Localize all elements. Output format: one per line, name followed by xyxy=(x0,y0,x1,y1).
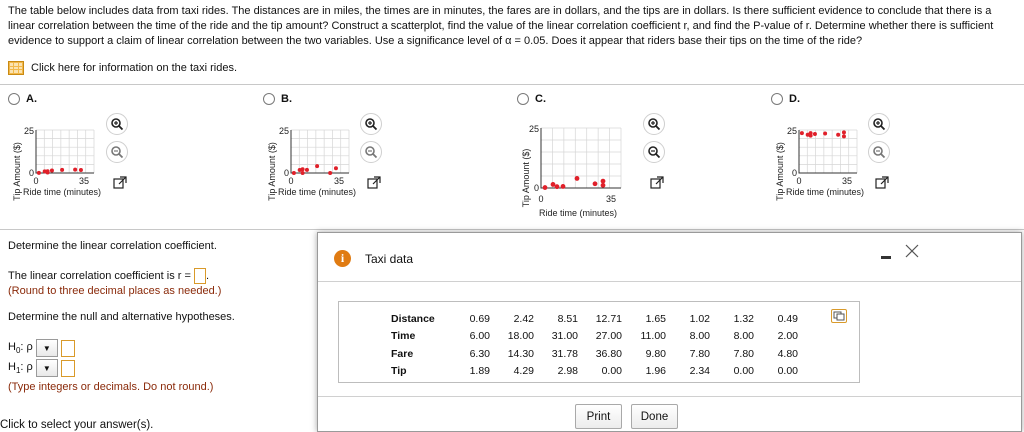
data-point xyxy=(575,176,580,181)
data-point xyxy=(292,171,296,175)
table-cell: 8.00 xyxy=(689,330,710,343)
table-row xyxy=(391,345,798,363)
zoom-in-icon[interactable] xyxy=(643,113,665,135)
zoom-out-icon[interactable] xyxy=(360,141,382,163)
data-point xyxy=(50,168,54,172)
table-cell: 18.00 xyxy=(507,330,534,343)
data-point xyxy=(555,184,560,189)
taxi-data-dialog xyxy=(317,232,1022,432)
row-label: Fare xyxy=(391,347,414,360)
table-cell: 6.00 xyxy=(469,330,490,343)
table-row xyxy=(391,363,798,381)
scatterplot-b xyxy=(263,118,363,202)
h1-row xyxy=(8,359,75,377)
done-button[interactable]: Done xyxy=(631,404,678,429)
r-answer-input[interactable] xyxy=(194,268,206,284)
x-tick-label: 0 xyxy=(796,176,802,186)
dialog-divider-top xyxy=(318,281,1021,282)
info-icon: i xyxy=(334,250,351,267)
option-a-radio[interactable] xyxy=(8,93,20,105)
table-cell: 8.00 xyxy=(733,330,754,343)
table-cell: 11.00 xyxy=(640,330,666,343)
table-cell: 1.89 xyxy=(469,365,490,378)
x-axis-label: Ride time (minutes) xyxy=(22,187,102,197)
x-tick-label: 35 xyxy=(333,176,345,186)
table-cell: 12.71 xyxy=(595,312,622,325)
scatterplot-svg xyxy=(771,118,871,202)
data-point xyxy=(561,184,566,189)
data-point xyxy=(543,185,548,190)
table-cell: 14.30 xyxy=(507,347,534,360)
scatterplot-d xyxy=(771,118,871,202)
x-axis-label: Ride time (minutes) xyxy=(277,187,357,197)
dialog-divider-bottom xyxy=(318,396,1021,397)
row-label: Distance xyxy=(391,312,435,325)
data-point xyxy=(823,132,827,136)
popout-icon[interactable] xyxy=(367,176,381,190)
x-tick-label: 35 xyxy=(78,176,90,186)
chevron-down-icon: ▼ xyxy=(42,343,51,353)
taxi-table xyxy=(391,310,798,380)
table-cell: 2.42 xyxy=(513,312,534,325)
table-cell: 4.80 xyxy=(777,347,798,360)
option-a-label: A. xyxy=(26,93,37,105)
option-a[interactable] xyxy=(8,93,37,105)
table-cell: 0.49 xyxy=(777,312,798,325)
h0-operator-select[interactable] xyxy=(36,339,58,357)
table-row xyxy=(391,310,798,328)
table-cell: 0.00 xyxy=(777,365,798,378)
h1-value-input[interactable] xyxy=(61,360,75,377)
scatterplot-svg xyxy=(263,118,363,202)
axis-line xyxy=(36,130,94,173)
data-point xyxy=(301,171,305,175)
table-cell: 9.80 xyxy=(645,347,666,360)
table-cell: 1.96 xyxy=(645,365,666,378)
option-b-radio[interactable] xyxy=(263,93,275,105)
table-cell: 31.00 xyxy=(551,330,578,343)
y-axis-label: Tip Amount ($) xyxy=(775,142,785,201)
x-tick-label: 35 xyxy=(605,194,617,204)
data-point xyxy=(60,168,64,172)
row-label: Tip xyxy=(391,365,407,378)
data-point xyxy=(836,133,840,137)
zoom-out-icon[interactable] xyxy=(643,141,665,163)
axis-line xyxy=(291,130,349,173)
popout-icon[interactable] xyxy=(113,176,127,190)
zoom-in-icon[interactable] xyxy=(868,113,890,135)
option-d-label: D. xyxy=(789,93,800,105)
taxi-info-link-text[interactable]: Click here for information on the taxi rides. xyxy=(31,62,238,74)
table-cell: 1.02 xyxy=(689,312,710,325)
data-point xyxy=(593,181,598,186)
y-axis-label: Tip Amount ($) xyxy=(267,142,277,201)
data-point xyxy=(328,171,332,175)
copy-table-icon[interactable] xyxy=(831,309,847,323)
table-cell: 36.80 xyxy=(595,347,622,360)
corr-line: The linear correlation coefficient is r = . xyxy=(8,268,209,284)
data-point xyxy=(809,134,813,138)
minimize-icon[interactable] xyxy=(881,256,891,259)
option-b[interactable] xyxy=(263,93,292,105)
corr-line-text: The linear correlation coefficient is r = xyxy=(8,269,191,282)
divider-top xyxy=(0,84,1024,85)
y-tick-label: 25 xyxy=(23,126,34,136)
question-text: The table below includes data from taxi rides. The distances are in miles, the times are in minutes, the fares are in dollars, and the tips are in dollars. Is there sufficient evidence to conclude that there is a linear correlation between the time of the ride and the tip amount? Construct a scatterplot, find the value of the linear correlation coefficient r, and find the P-value of r. Determine whether there is sufficient evidence to support a claim of linear correlation between the two variables. Use a significance level of α = 0.05. Does it appear that riders base their tips on the time of the ride? xyxy=(8,5,994,47)
data-point xyxy=(800,131,804,135)
x-axis-label: Ride time (minutes) xyxy=(785,187,865,197)
scatterplot-c xyxy=(517,118,642,222)
table-cell: 7.80 xyxy=(689,347,710,360)
scatterplot-svg xyxy=(8,118,108,202)
close-icon[interactable] xyxy=(904,243,920,259)
x-tick-label: 35 xyxy=(841,176,853,186)
table-cell: 0.00 xyxy=(601,365,622,378)
table-row xyxy=(391,328,798,346)
table-grid-icon xyxy=(8,61,24,75)
option-d[interactable] xyxy=(771,93,800,105)
data-point xyxy=(813,132,817,136)
data-point xyxy=(842,134,846,138)
data-point xyxy=(79,168,83,172)
h0-label: $H_0$: ρ xyxy=(8,340,33,356)
scatterplot-svg xyxy=(517,118,642,222)
zoom-in-icon[interactable] xyxy=(360,113,382,135)
x-tick-label: 0 xyxy=(288,176,294,186)
taxi-table-frame xyxy=(338,301,860,383)
y-tick-label: 0 xyxy=(28,168,34,178)
option-c-radio[interactable] xyxy=(517,93,529,105)
data-point xyxy=(315,164,319,168)
table-cell: 2.98 xyxy=(557,365,578,378)
data-point xyxy=(842,130,846,134)
h0-value-input[interactable] xyxy=(61,340,75,357)
table-cell: 0.00 xyxy=(733,365,754,378)
table-cell: 0.69 xyxy=(469,312,490,325)
x-tick-label: 0 xyxy=(33,176,39,186)
divider-mid xyxy=(0,229,1024,230)
table-cell: 6.30 xyxy=(469,347,490,360)
h1-operator-select[interactable] xyxy=(36,359,58,377)
data-point xyxy=(334,166,338,170)
zoom-out-icon[interactable] xyxy=(868,141,890,163)
data-point xyxy=(46,171,50,175)
option-c-label: C. xyxy=(535,93,546,105)
y-tick-label: 25 xyxy=(278,126,289,136)
option-d-radio[interactable] xyxy=(771,93,783,105)
y-tick-label: 0 xyxy=(791,168,797,178)
data-point xyxy=(73,168,77,172)
x-axis-label: Ride time (minutes) xyxy=(538,208,618,218)
hyp-note: (Type integers or decimals. Do not round.) xyxy=(8,381,214,393)
dialog-title: Taxi data xyxy=(365,252,414,266)
corr-prompt: Determine the linear correlation coefficient. xyxy=(8,240,217,252)
y-axis-label: Tip Amount ($) xyxy=(521,148,531,208)
corr-round-note: (Round to three decimal places as needed.) xyxy=(8,285,222,297)
data-point xyxy=(601,183,606,188)
option-c[interactable] xyxy=(517,93,546,105)
table-cell: 1.65 xyxy=(645,312,666,325)
popout-icon[interactable] xyxy=(650,176,664,190)
table-cell: 4.29 xyxy=(513,365,534,378)
data-point xyxy=(37,171,41,175)
table-cell: 8.51 xyxy=(557,312,578,325)
table-cell: 2.34 xyxy=(689,365,710,378)
h1-label: $H_1$: ρ xyxy=(8,360,33,376)
scatterplot-a xyxy=(8,118,108,202)
data-point xyxy=(601,179,606,184)
print-button[interactable]: Print xyxy=(575,404,622,429)
table-cell: 1.32 xyxy=(733,312,754,325)
zoom-in-icon[interactable] xyxy=(106,113,128,135)
x-tick-label: 0 xyxy=(538,194,544,204)
data-point xyxy=(301,167,305,171)
chevron-down-icon: ▼ xyxy=(42,363,51,373)
row-label: Time xyxy=(391,330,416,343)
y-tick-label: 0 xyxy=(533,183,539,193)
y-tick-label: 25 xyxy=(528,124,539,134)
table-cell: 31.78 xyxy=(551,347,578,360)
table-cell: 27.00 xyxy=(595,330,622,343)
axis-line xyxy=(541,128,621,188)
data-point xyxy=(305,168,309,172)
y-axis-label: Tip Amount ($) xyxy=(12,142,22,201)
table-cell: 2.00 xyxy=(777,330,798,343)
h0-row xyxy=(8,339,75,357)
option-b-label: B. xyxy=(281,93,292,105)
table-cell: 7.80 xyxy=(733,347,754,360)
y-tick-label: 25 xyxy=(786,126,797,136)
taxi-info-link[interactable] xyxy=(8,61,237,75)
hyp-prompt: Determine the null and alternative hypotheses. xyxy=(8,311,235,323)
zoom-out-icon[interactable] xyxy=(106,141,128,163)
popout-icon[interactable] xyxy=(875,176,889,190)
y-tick-label: 0 xyxy=(283,168,289,178)
footer-status: Click to select your answer(s). xyxy=(0,419,154,431)
